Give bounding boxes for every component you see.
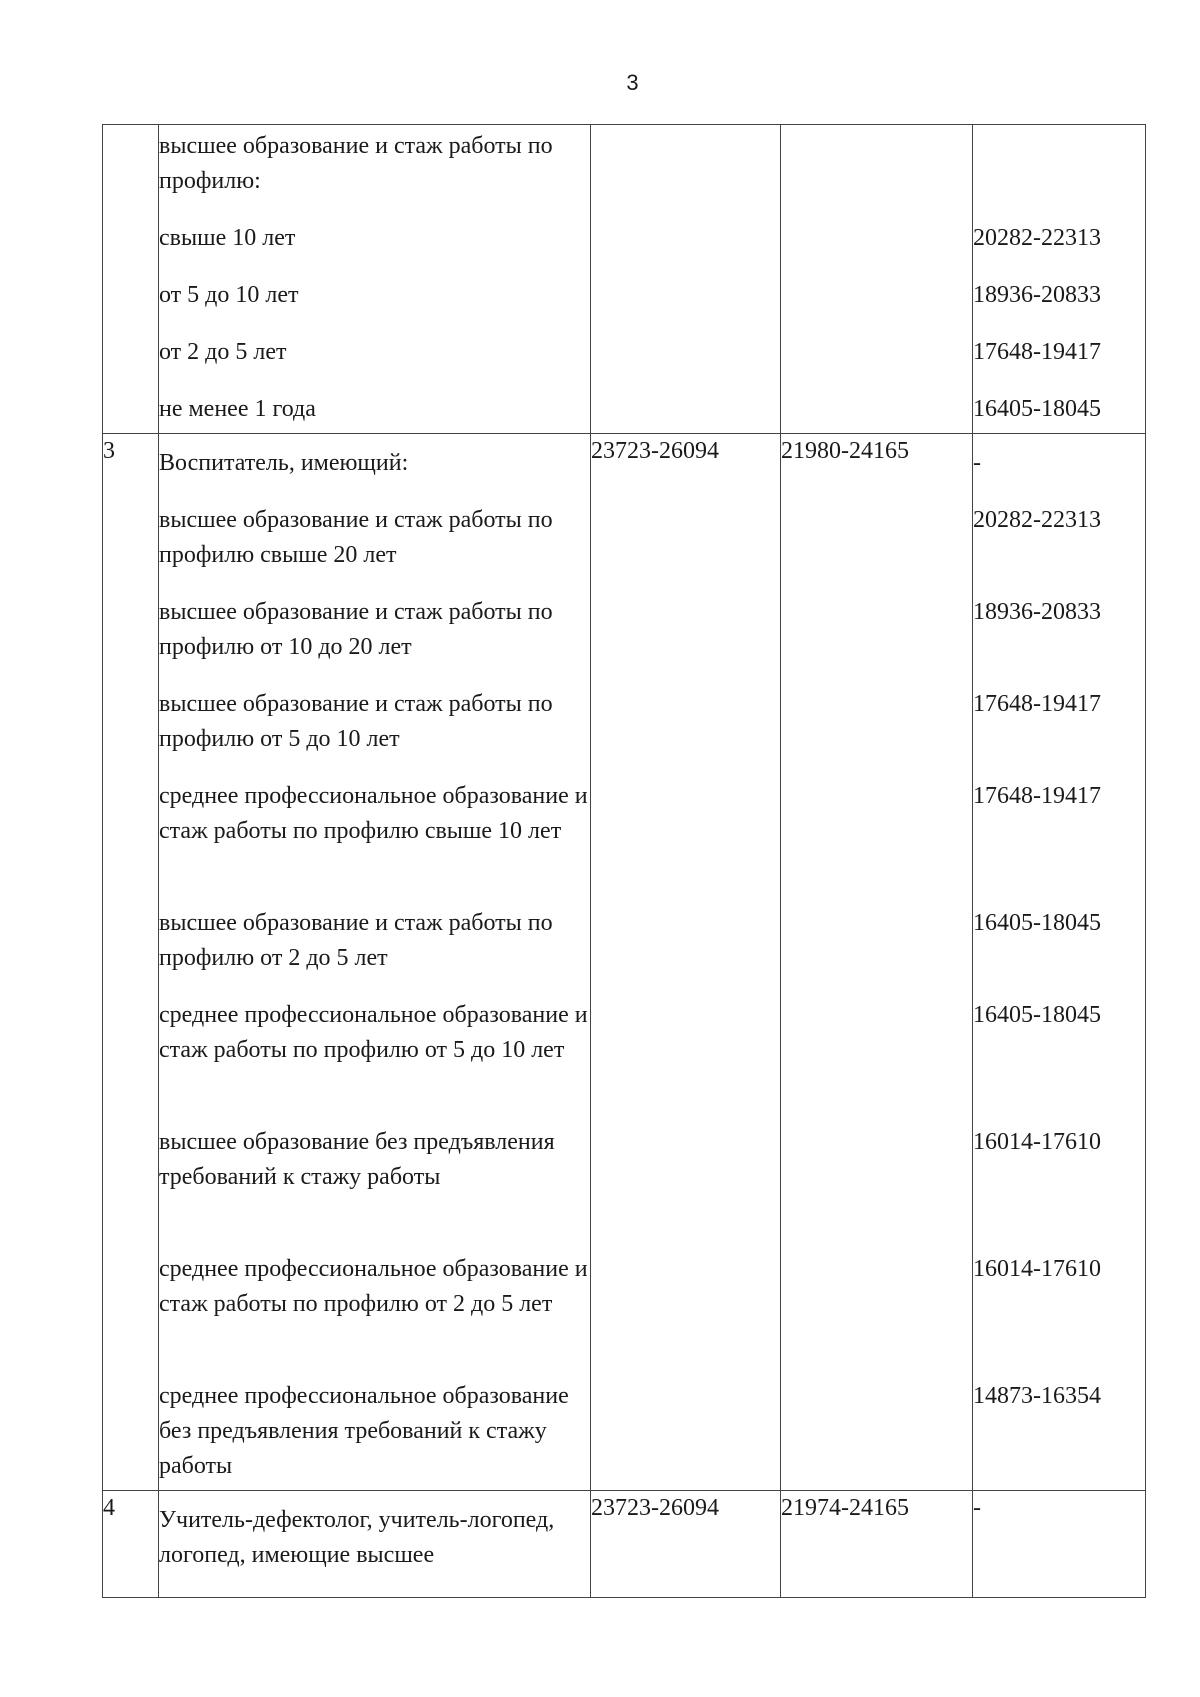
table-row	[103, 125, 1146, 434]
page-number: 3	[626, 70, 639, 95]
salary-value: 20282-22313	[973, 507, 1101, 533]
salary-value: 16014-17610	[973, 1256, 1101, 1282]
list-item: не менее 1 года	[159, 396, 316, 422]
salary-value: 17648-19417	[973, 339, 1101, 365]
row-number: 4	[103, 1491, 159, 1598]
list-item: от 2 до 5 лет	[159, 339, 287, 365]
salary-value: 18936-20833	[973, 599, 1101, 625]
salary-value: 16405-18045	[973, 396, 1101, 422]
position-title: Учитель-дефектолог, учитель-логопед, логопед, имеющие высшее	[159, 1491, 591, 1598]
position-title: Воспитатель, имеющий:	[159, 450, 409, 476]
salary-value: 16405-18045	[973, 910, 1101, 936]
list-item: высшее образование и стаж работы по профилю от 2 до 5 лет	[159, 910, 553, 971]
salary-cell-col4: 21974-24165	[781, 1491, 973, 1598]
salary-cell-col3: 23723-26094	[591, 434, 781, 1491]
salary-cell-col3: 23723-26094	[591, 1491, 781, 1598]
salary-value: 20282-22313	[973, 225, 1101, 251]
salary-table	[102, 124, 1146, 1598]
list-item: среднее профессиональное образование и стаж работы по профилю свыше 10 лет	[159, 783, 588, 844]
list-item: среднее профессиональное образование и стаж работы по профилю от 5 до 10 лет	[159, 1002, 588, 1063]
list-item: высшее образование и стаж работы по профилю от 5 до 10 лет	[159, 691, 553, 752]
salary-value: -	[973, 450, 981, 476]
salary-cell-col5: -	[973, 1491, 1146, 1598]
row-number: 3	[103, 434, 159, 1491]
salary-cell-col3	[591, 125, 781, 434]
list-item: среднее профессиональное образование без предъявления требований к стажу работы	[159, 1383, 569, 1479]
list-item: свыше 10 лет	[159, 225, 296, 251]
salary-value: 17648-19417	[973, 783, 1101, 809]
list-item: высшее образование и стаж работы по профилю свыше 20 лет	[159, 507, 553, 568]
salary-value: 17648-19417	[973, 691, 1101, 717]
list-item: от 5 до 10 лет	[159, 282, 299, 308]
salary-value: 16405-18045	[973, 1002, 1101, 1028]
salary-cell-col4: 21980-24165	[781, 434, 973, 1491]
continuation-header: высшее образование и стаж работы по профилю:	[159, 133, 553, 194]
salary-value: 14873-16354	[973, 1383, 1101, 1409]
salary-cell-col5	[973, 125, 1146, 434]
description-cell	[159, 125, 591, 434]
list-item: высшее образование без предъявления требований к стажу работы	[159, 1129, 555, 1190]
salary-value: 18936-20833	[973, 282, 1101, 308]
salary-value: 16014-17610	[973, 1129, 1101, 1155]
salary-cell-col5	[973, 434, 1146, 1491]
number-cell	[103, 125, 159, 434]
table-row	[103, 434, 1146, 1491]
table-row	[103, 1491, 1146, 1598]
list-item: высшее образование и стаж работы по профилю от 10 до 20 лет	[159, 599, 553, 660]
list-item: среднее профессиональное образование и стаж работы по профилю от 2 до 5 лет	[159, 1256, 588, 1317]
salary-cell-col4	[781, 125, 973, 434]
description-cell	[159, 434, 591, 1491]
